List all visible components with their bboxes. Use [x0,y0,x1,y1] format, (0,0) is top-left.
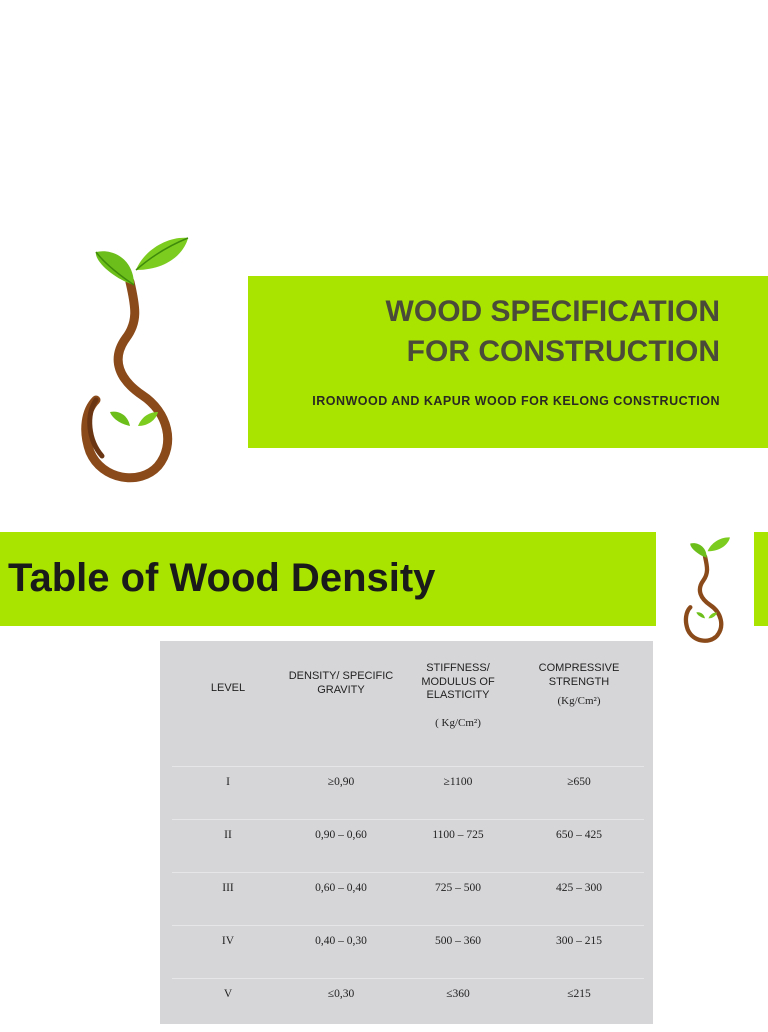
cell-compressive: ≥650 [567,776,591,788]
header-band-edge [754,532,768,626]
header-compressive-unit: (Kg/Cm²) [557,695,601,707]
header-compressive-label: COMPRESSIVE STRENGTH [538,662,620,688]
cell-compressive: 425 – 300 [556,882,602,894]
header-stiffness-unit: ( Kg/Cm²) [435,716,481,729]
table-row [172,925,644,979]
seedling-logo-icon [680,534,736,646]
title-band [248,276,768,448]
header-density-label: DENSITY/ SPECIFIC GRAVITY [288,670,394,696]
table-row [172,872,644,926]
cell-density: 0,40 – 0,30 [315,935,367,947]
header-compressive [524,662,634,709]
cell-stiffness: 725 – 500 [435,882,481,894]
cell-stiffness: ≥1100 [443,776,473,788]
cell-stiffness: ≤360 [446,988,470,1000]
cell-density: 0,90 – 0,60 [315,829,367,841]
slide-title: Table of Wood Density [8,556,436,600]
table-header [160,641,653,769]
header-stiffness [408,662,508,730]
cell-stiffness: 500 – 360 [435,935,481,947]
title-line-2: FOR CONSTRUCTION [406,335,720,368]
header-level [200,682,256,696]
cell-compressive: ≤215 [567,988,591,1000]
density-table [160,641,653,1024]
cell-stiffness: 1100 – 725 [432,829,484,841]
presentation-subtitle: IRONWOOD AND KAPUR WOOD FOR KELONG CONSTRUCTION [312,394,720,408]
density-table-slide [0,512,768,1024]
table-row [172,766,644,820]
header-band [0,532,656,626]
cell-level: I [226,776,230,788]
cell-density: ≥0,90 [327,776,355,788]
cell-density: 0,60 – 0,40 [315,882,367,894]
title-line-1: WOOD SPECIFICATION [385,295,720,328]
table-row [172,819,644,873]
seedling-logo-icon [72,230,202,490]
header-density [286,670,396,697]
cell-level: II [224,829,232,841]
header-stiffness-label: STIFFNESS/ MODULUS OF ELASTICITY [421,662,495,701]
cell-density: ≤0,30 [327,988,355,1000]
cell-level: III [222,882,234,894]
title-slide [0,0,768,512]
cell-level: V [223,988,233,1000]
presentation-title [386,292,720,372]
cell-compressive: 300 – 215 [556,935,602,947]
cell-compressive: 650 – 425 [556,829,602,841]
header-level-label: LEVEL [210,682,246,694]
cell-level: IV [221,935,235,947]
